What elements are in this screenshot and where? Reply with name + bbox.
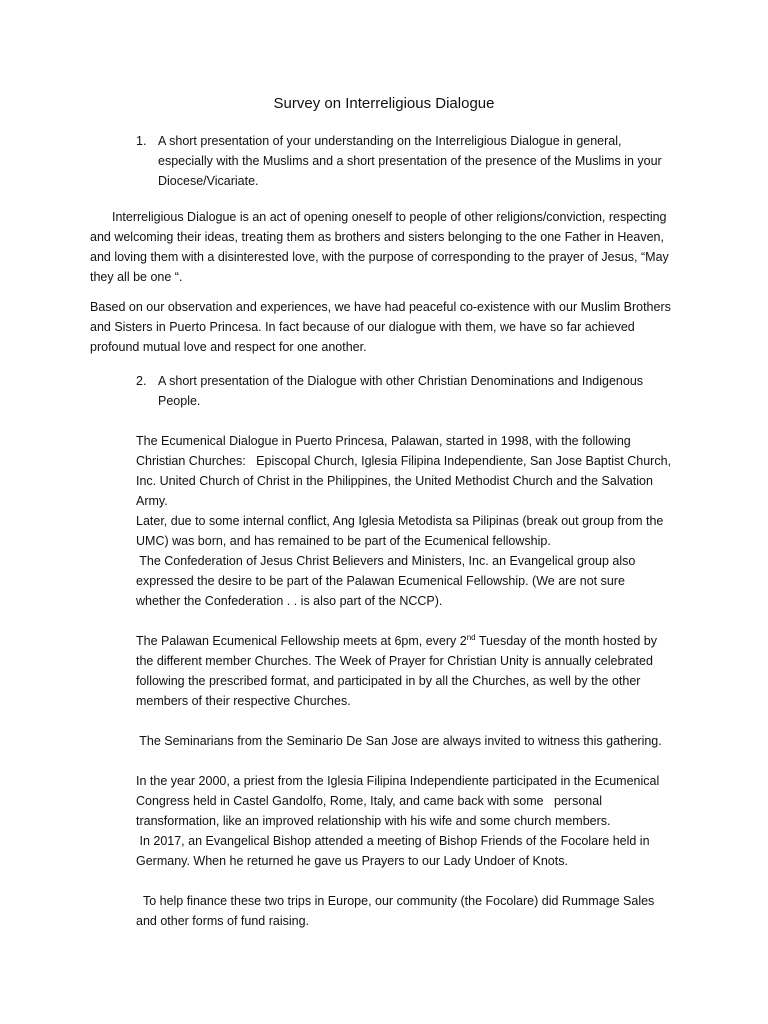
fellowship-ordinal-sup: nd [466,632,476,642]
paragraph-fund-raising: To help finance these two trips in Europe, our community (the Focolare) did Rummage Sales and other forms of fund raising. [136,894,658,928]
ecumenical-line-1: The Ecumenical Dialogue in Puerto Princesa, Palawan, started in 1998, with the following [136,434,631,448]
ecumenical-line-5: Later, due to some internal conflict, Ang Iglesia Metodista sa Pilipinas (break out group from the [136,514,664,528]
ecumenical-line-7: The Confederation of Jesus Christ Believers and Ministers, Inc. an Evangelical group also [136,554,636,568]
ecumenical-line-2: Christian Churches: Episcopal Church, Iglesia Filipina Independiente, San Jose Baptist Church, [136,454,672,468]
paragraph-interreligious-definition: Interreligious Dialogue is an act of opening oneself to people of other religions/conviction, respecting and welcoming their ideas, treating them as brothers and sisters belonging to the one Father in Heaven, and loving them with a disinterested love, with the purpose of corresponding to the prayer of Jesus, “May they all be one “. [90,210,669,284]
congress-line-2: Congress held in Castel Gandolfo, Rome, Italy, and came back with some personal [136,794,602,808]
page-title: Survey on Interreligious Dialogue [273,95,495,112]
question-2-text: A short presentation of the Dialogue with other Christian Denominations and Indigenous People. [158,374,644,408]
question-1-text: A short presentation of your understanding on the Interreligious Dialogue in general, especially with the Muslims and a short presentation of the presence of the Muslims in your Diocese/Vicariate. [158,134,662,188]
fellowship-text-before-sup: The Palawan Ecumenical Fellowship meets at 6pm, every 2 [136,634,467,648]
paragraph-ecumenical-congress [136,771,736,871]
ecumenical-line-3: Inc. United Church of Christ in the Philippines, the United Methodist Church and the Salvation [136,474,653,488]
ecumenical-line-8: expressed the desire to be part of the Palawan Ecumenical Fellowship. (We are not sure [136,574,625,588]
question-2-number: 2. [136,374,147,388]
paragraph-ecumenical-dialogue [136,431,736,611]
question-2 [136,371,666,411]
congress-line-5: Germany. When he returned he gave us Prayers to our Lady Undoer of Knots. [136,854,568,868]
ecumenical-line-9: whether the Confederation . . is also part of the NCCP). [136,594,443,608]
question-1 [136,131,666,191]
paragraph-muslim-coexistence: Based on our observation and experiences, we have had peaceful co-existence with our Muslim Brothers and Sisters in Puerto Princesa. In fact because of our dialogue with them, we have so far achieved profound mutual love and respect for one another. [90,300,671,354]
congress-line-1: In the year 2000, a priest from the Iglesia Filipina Independiente participated in the Ecumenical [136,774,660,788]
ecumenical-line-6: UMC) was born, and has remained to be part of the Ecumenical fellowship. [136,534,551,548]
congress-line-3: transformation, like an improved relationship with his wife and some church members. [136,814,611,828]
fellowship-rest: the different member Churches. The Week of Prayer for Christian Unity is annually celebrated following the prescribed format, and participated in by all the Churches, as well by the other members of their respective Churches. [136,654,653,708]
paragraph-fellowship-meetings [136,631,666,711]
question-1-number: 1. [136,134,147,148]
fellowship-text-after-sup: Tuesday of the month hosted by [475,634,657,648]
congress-line-4: In 2017, an Evangelical Bishop attended a meeting of Bishop Friends of the Focolare held in [136,834,650,848]
paragraph-seminarians: The Seminarians from the Seminario De San Jose are always invited to witness this gathering. [136,734,662,748]
ecumenical-line-4: Army. [136,494,168,508]
fellowship-line-1 [136,631,666,651]
